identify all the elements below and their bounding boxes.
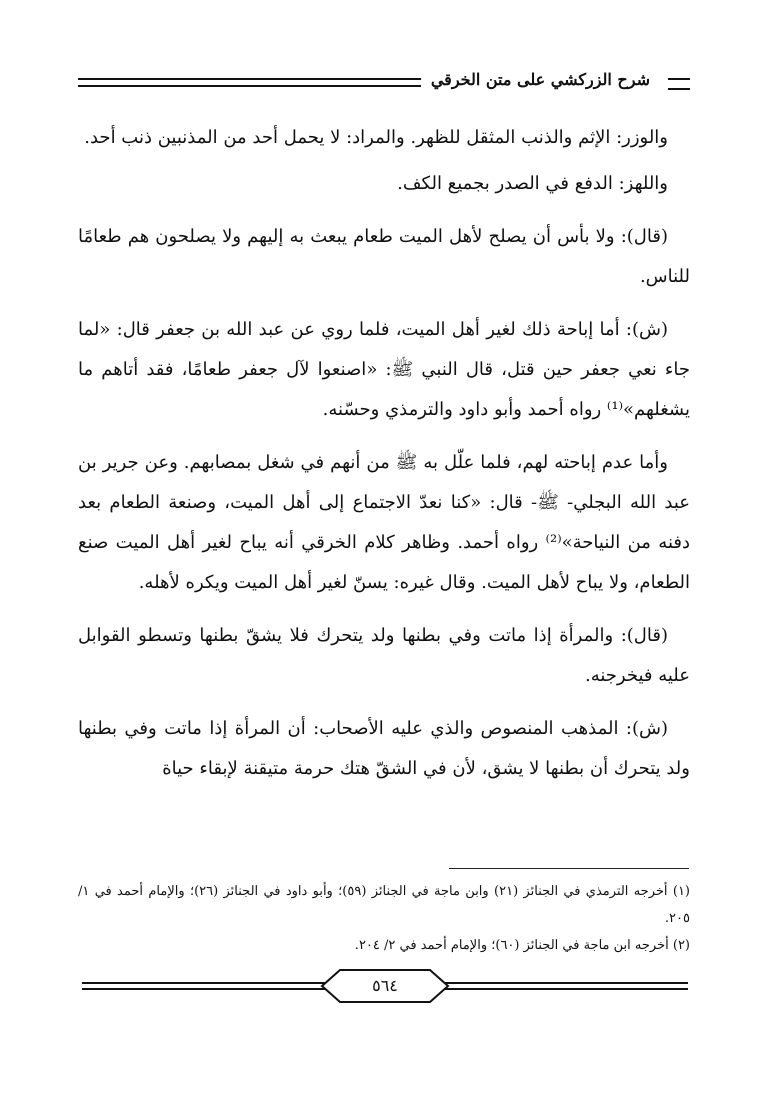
running-header-title: شرح الزركشي على متن الخرقي (421, 70, 650, 89)
page-number: ٥٦٤ (372, 976, 398, 995)
footnote: (١) أخرجه الترمذي في الجنائز (٢١) وابن ماجة في الجنائز (٥٩)؛ وأبو داود في الجنائز (٢٦)؛ والإمام أحمد في ١/ ٢٠٥. (78, 884, 690, 926)
running-header (78, 72, 690, 94)
header-mark (668, 78, 690, 90)
page-number-ornament (82, 968, 688, 1004)
paragraph: (قال): والمرأة إذا ماتت وفي بطنها ولد يتحرك فلا يشقّ بطنها وتسطو القوابل عليه فيخرجنه. (78, 625, 690, 686)
footnote-separator (449, 868, 689, 869)
body-text (78, 118, 690, 802)
paragraph: والوزر: الإثم والذنب المثقل للظهر. والمراد: لا يحمل أحد من المذنبين ذنب أحد. (84, 127, 668, 148)
footnotes (78, 878, 690, 959)
header-rule (78, 78, 478, 87)
footnote: (٢) أخرجه ابن ماجة في الجنائز (٦٠)؛ والإمام أحمد في ٢/ ٢٠٤. (354, 938, 690, 953)
paragraph: (ش): المذهب المنصوص والذي عليه الأصحاب: أن المرأة إذا ماتت وفي بطنها ولد يتحرك أن بطنها لا يشق، لأن في الشقّ هتك حرمة متيقنة لإبقاء حياة (78, 718, 690, 779)
paragraph: وأما عدم إباحته لهم، فلما علّل به ﷺ من أنهم في شغل بمصابهم. وعن جرير بن عبد الله البجلي- ﷺ- قال: «كنا نعدّ الاجتماع إلى أهل الميت، وصنعة الطعام بعد دفنه من النياحة»⁽²⁾ رواه أحمد. وظاهر كلام الخرقي أنه يباح لغير أهل الميت صنع الطعام، ولا يباح لأهل الميت. وقال غيره: يسنّ لغير أهل الميت ويكره لأهله. (78, 452, 690, 593)
paragraph: واللهز: الدفع في الصدر بجميع الكف. (397, 173, 668, 194)
paragraph: (ش): أما إباحة ذلك لغير أهل الميت، فلما روي عن عبد الله بن جعفر قال: «لما جاء نعي جعفر حين قتل، قال النبي ﷺ: «اصنعوا لآل جعفر طعامًا، فقد أتاهم ما يشغلهم»⁽¹⁾ رواه أحمد وأبو داود والترمذي وحسّنه. (78, 319, 690, 420)
paragraph: (قال): ولا بأس أن يصلح لأهل الميت طعام يبعث به إليهم ولا يصلحون هم طعامًا للناس. (78, 226, 690, 287)
